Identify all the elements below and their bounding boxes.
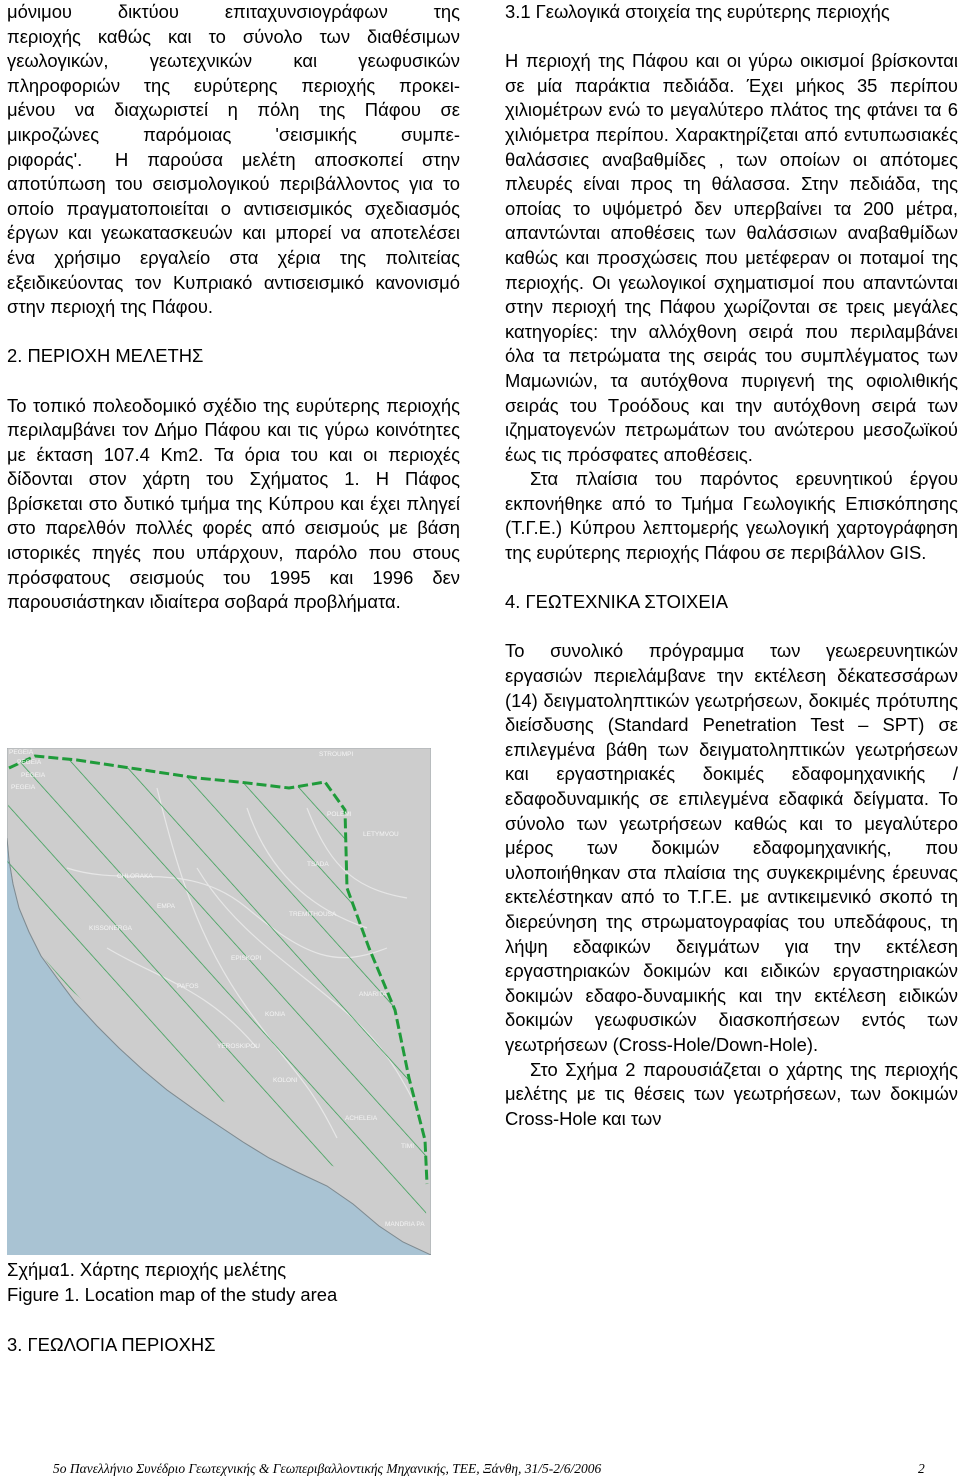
section-3-1-paragraph-1: Η περιοχή της Πάφου και οι γύρω οικισμοί βρίσκονται σε μία παράκτια πεδιάδα. Έχει μήκος 35 περίπου χιλιομέτρων ενώ το μεγαλύτερο πλάτος της φτάνει τα 6 χιλιόμετρα περίπου. Χαρακτηρίζεται από εντυπωσιακές θαλάσσιες αναβαθμίδες , των οποίων οι απότομες πλευρές είναι προς τη θάλασσα. Στην πεδιάδα, της οποίας το υψόμετρό δεν υπερβαίνει τα 200 μέτρα, απαντώνται αποθέσεις των θαλάσσιων αναβαθμίδων καθώς και προσχώσεις που μετέφεραν οι ποταμοί της περιοχής. Οι γεωλογικοί σχηματισμοί που απαντώνται στην περιοχή της Πάφου χωρίζονται σε τρεις μεγάλες κατηγορίες: την αλλόχθονη σειρά που περιλαμβάνει όλα τα πετρώματα της σειράς του συμπλέγματος των Μαμωνιών, τα αυτόχθονα πυριγενή της οφιολιθικής σειράς του Τροόδους και την αυτόχθονη σειρά των ιζηματογενών πετρωμάτων του ανώτερου μεσοζωϊκού έως τις πρόσφατες αποθέσεις.	[505, 50, 958, 465]
map-label: PEGEIA	[21, 772, 46, 779]
intro-line: ριφοράς'.	[7, 148, 83, 170]
section-3-1-paragraph-2: Στα πλαίσια του παρόντος ερευνητικού έργου εκπονήθηκε από το Τμήμα Γεωλογικής Επισκόπησης (Τ.Γ.Ε.) Κύπρου λεπτομερής γεωλογική χαρτογράφηση της ευρύτερης περιοχής Πάφου σε περιβάλλον GIS.	[505, 468, 958, 564]
section-3-heading: 3. ΓΕΩΛΟΓΙΑ ΠΕΡΙΟΧΗΣ	[7, 1334, 216, 1355]
left-column	[7, 0, 460, 615]
intro-line: μικροζώνες παρόμοιας 'σεισμικής συμπε-	[7, 123, 460, 145]
map-label: PEGEIA	[9, 749, 34, 756]
map-label: POLEMI	[327, 811, 352, 818]
figure-caption	[7, 1258, 337, 1307]
map-label: MANDRIA PA	[385, 1221, 425, 1228]
map-label: TREMITHOUSA	[289, 911, 337, 918]
map-label: TSADA	[307, 861, 329, 868]
map-label: KISSONERGA	[89, 925, 132, 932]
intro-line: μόνιμου δικτύου επιταχυνσιογράφων της	[7, 1, 460, 22]
section-4-paragraph-1: Το συνολικό πρόγραμμα των γεωερευνητικών εργασιών περιελάμβανε την εκτέλεση δέκατεσσάρων (14) δειγματοληπτικών γεωτρήσεων, δοκιμές πρότυπης διείσδυσης (Standard Penetration Test – SPT) σε επιλεγμένα βάθη των δειγματοληπτικών γεωτρήσεων και εργαστηριακές δοκιμές εδαφομηχανικής / εδαφοδυναμικής σε επιλεγμένα εδαφικά δείγματα. Το σύνολο των γεωτρήσεων καθώς και το μεγαλύτερο μέρος των δοκιμών εδαφομηχανικής, που υλοποιήθηκαν στα πλαίσια της συγκεκριμένης έρευνας εκτελέστηκαν από το Τ.Γ.Ε. με αντικειμενικό σκοπό τη διερεύνηση της στρωματογραφίας του υπεδάφους, τη λήψη εδαφικών δειγμάτων για την εκτέλεση εργαστηριακών δοκιμών και ειδικών εργαστηριακών δοκιμών εδαφο-δυναμικής και την εκτέλεση ειδικών δοκιμών γεωφυσικών διασκοπήσεων εντός των γεωτρήσεων (Cross-Hole/Down-Hole).	[505, 640, 958, 1055]
figure-caption-english: Figure 1. Location map of the study area	[7, 1283, 338, 1305]
map-label: EMPA	[157, 903, 175, 910]
right-column	[505, 0, 958, 1131]
map-label: PAFOS	[177, 983, 199, 990]
paragraph-purpose: Η παρούσα μελέτη αποσκοπεί στην αποτύπωση του σεισμολογικού περιβάλλοντος για το οποίο πραγματοποιείται ο αντισεισμικός σχεδιασμός έργων και γεωκατασκευών και μπορεί να αποτελέσει ένα χρήσιμο εργαλείο στα χέρια της πολιτείας εξειδικεύοντας τον Κυπριακό αντισεισμικό κανονισμό στην περιοχή της Πάφου.	[7, 148, 460, 318]
map-label: EPISKOPI	[231, 955, 262, 962]
intro-paragraph	[7, 0, 460, 170]
map-label: YEROSKIPOU	[217, 1043, 260, 1050]
map-label: KOLONI	[273, 1077, 298, 1084]
map-label: LETYMVOU	[363, 831, 399, 838]
map-label: PEGEIA	[17, 759, 42, 766]
study-area-map	[7, 748, 431, 1255]
intro-line: περιοχής καθώς και το σύνολο των διαθέσιμων	[7, 25, 460, 47]
section-2-body: Το τοπικό πολεοδομικό σχέδιο της ευρύτερης περιοχής περιλαμβάνει τον Δήμο Πάφου και τις γύρω κοινότητες με έκταση 107.4 Km2. Τα όρια του και οι περιοχές δίδονται στον χάρτη του Σχήματος 1. Η Πάφος βρίσκεται στο δυτικό τμήμα της Κύπρου και έχει πληγεί στο παρελθόν πολλές φορές από σεισμούς με βάση ιστορικές πηγές που υπάρχουν, παρόλο που στους πρόσφατους σεισμούς του 1995 και 1996 δεν παρουσιάστηκαν ιδιαίτερα σοβαρά προβλήματα.	[7, 394, 460, 613]
map-label: STROUMPI	[319, 751, 354, 758]
section-4-paragraph-2: Στο Σχήμα 2 παρουσιάζεται ο χάρτης της περιοχής μελέτης με τις θέσεις των γεωτρήσεων, των δοκιμών Cross-Hole και των	[505, 1058, 958, 1129]
map-label: TIMI	[401, 1143, 414, 1150]
intro-line: πληροφοριών της ευρύτερης περιοχής προκει-	[7, 74, 460, 96]
section-2-heading: 2. ΠΕΡΙΟΧΗ ΜΕΛΕΤΗΣ	[7, 345, 204, 367]
conference-footer: 5o Πανελλήνιο Συνέδριο Γεωτεχνικής & Γεωπεριβαλλοντικής Μηχανικής, ΤΕΕ, Ξάνθη, 31/5-2/6/2006	[53, 1461, 602, 1476]
intro-line: γεωλογικών, γεωτεχνικών και γεωφυσικών	[7, 50, 460, 72]
figure-caption-greek: Σχήμα1. Χάρτης περιοχής μελέτης	[7, 1259, 287, 1280]
intro-line: μένου να διαχωριστεί η πόλη της Πάφου σε	[7, 99, 460, 121]
map-label: CHLORAKA	[117, 873, 153, 880]
section-3-1-heading: 3.1 Γεωλογικά στοιχεία της ευρύτερης περιοχής	[505, 1, 890, 22]
map-label: PEGEIA	[11, 784, 36, 791]
section-4-heading: 4. ΓΕΩΤΕΧΝΙΚΑ ΣΤΟΙΧΕΙΑ	[505, 591, 728, 613]
map-label: ACHELEIA	[345, 1115, 378, 1122]
page-number: 2	[918, 1461, 925, 1476]
map-label: KONIA	[265, 1011, 286, 1018]
map-label: ANARITA	[359, 991, 387, 998]
